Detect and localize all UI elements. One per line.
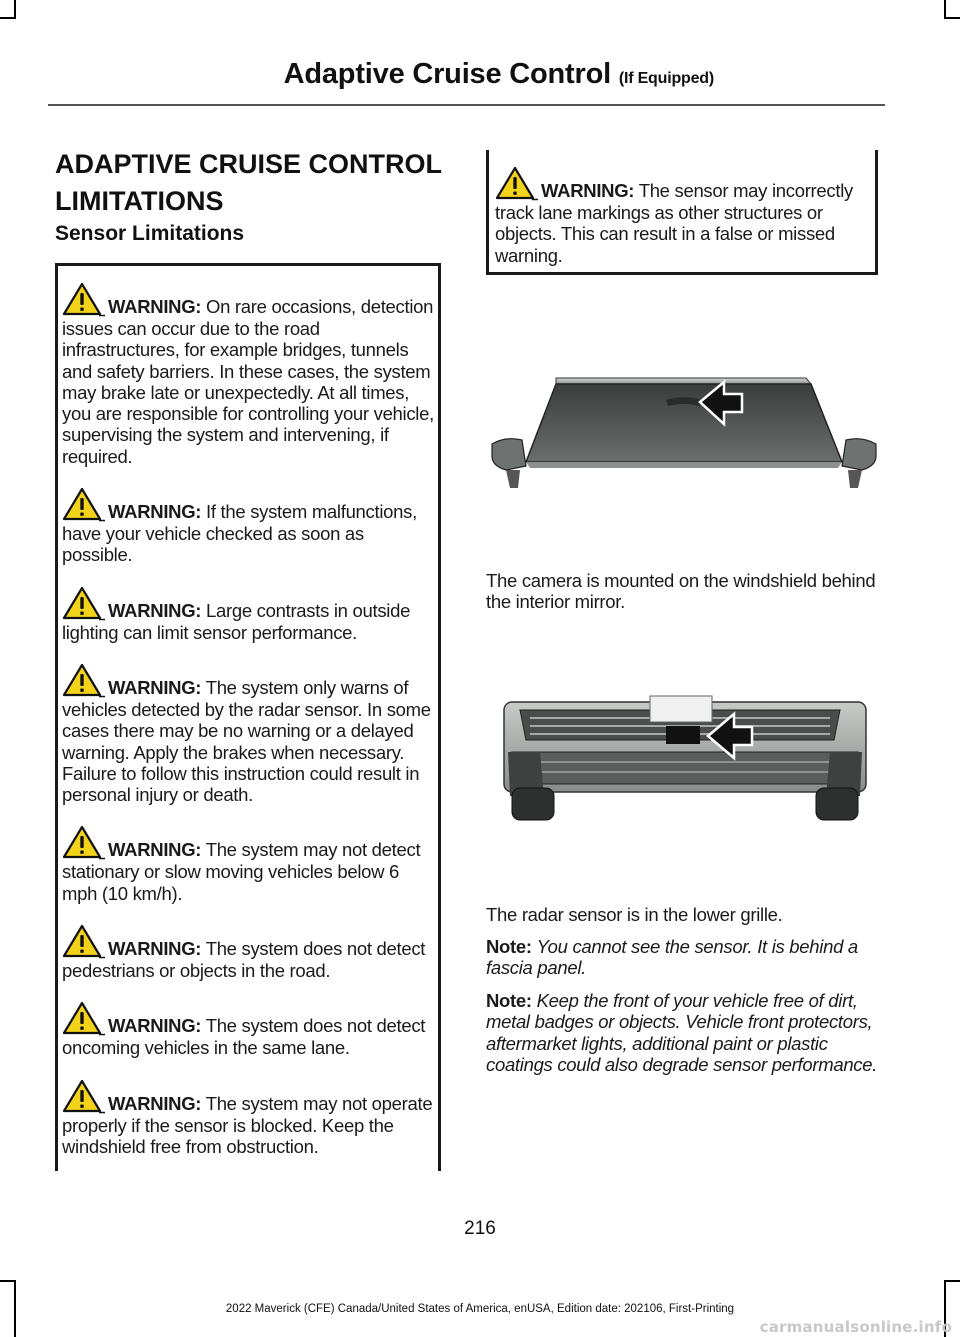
warning-label: WARNING: [108, 938, 202, 960]
warning-text: On rare occasions, detection issues can occur due to the road infrastructures, for example bridges, tunnels and safety barriers. In these cases, the system may brake late or unexpectedly. At all times, you are responsible for controlling your vehicle, supervising the system and intervening, if required. [62, 296, 434, 467]
crop-mark [944, 0, 946, 18]
warning-label: WARNING: [541, 180, 635, 201]
header-rule [48, 104, 885, 106]
warning-item [62, 1001, 438, 1058]
section-title: ADAPTIVE CRUISE CONTROL LIMITATIONS [55, 149, 442, 216]
subsection-title: Sensor Limitations [55, 222, 245, 245]
chapter-title-text: Adaptive Cruise Control [283, 58, 611, 90]
crop-mark [944, 17, 960, 19]
crop-mark [14, 0, 16, 18]
warning-text: Large contrasts in outside lighting can limit sensor performance. [62, 599, 411, 643]
warning-label: WARNING: [108, 599, 202, 621]
warning-triangle-icon [62, 586, 106, 622]
warning-label: WARNING: [108, 296, 202, 317]
warning-triangle-icon [62, 1079, 106, 1115]
chapter-title-suffix: (If Equipped) [618, 70, 714, 87]
warning-text: The sensor may incorrectly track lane markings as other structures or objects. This can result in a false or missed warning. [495, 180, 853, 266]
warning-item [62, 663, 438, 805]
footer-edition: 2022 Maverick (CFE) Canada/United States of America, enUSA, Edition date: 202106, First-Printing [225, 1303, 735, 1315]
warning-text: The system does not detect oncoming vehicles in the same lane. [62, 1015, 426, 1059]
warning-item [62, 282, 438, 467]
warning-text: The system may not detect stationary or slow moving vehicles below 6 mph (10 km/h). [62, 839, 421, 904]
warning-triangle-icon [62, 487, 106, 523]
note-text: You cannot see the sensor. It is behind a fascia panel. [486, 936, 858, 979]
warning-list [62, 282, 438, 1177]
note-label: Note: [486, 936, 532, 957]
warning-text: The system does not detect pedestrians or objects in the road. [62, 938, 426, 982]
camera-location-text: The camera is mounted on the windshield behind the interior mirror. [486, 570, 876, 613]
front-grille-radar-illustration [500, 692, 870, 824]
warning-triangle-icon [62, 663, 106, 699]
chapter-title [284, 58, 714, 91]
warning-triangle-icon [62, 825, 106, 861]
crop-mark [0, 17, 16, 19]
note-label: Note: [486, 990, 532, 1011]
warning-triangle-icon [62, 1001, 106, 1037]
warning-item [62, 487, 438, 566]
radar-location-text: The radar sensor is in the lower grille. [486, 904, 783, 925]
crop-mark [0, 1280, 16, 1282]
warning-right [495, 166, 873, 286]
warning-triangle-icon [495, 166, 539, 202]
note-item [486, 990, 882, 1075]
crop-mark [944, 1280, 960, 1282]
warning-text: The system only warns of vehicles detected by the radar sensor. In some cases there may be no warning or a delayed warning. Apply the brakes when necessary. Failure to follow this instruction could result in personal injury or death. [62, 676, 431, 806]
warning-label: WARNING: [108, 1092, 202, 1114]
warning-item [62, 825, 438, 904]
warning-text: The system may not operate properly if the sensor is blocked. Keep the windshield free from obstruction. [62, 1092, 433, 1157]
note-text: Keep the front of your vehicle free of dirt, metal badges or objects. Vehicle front protectors, aftermarket lights, additional paint or plastic coatings could also degrade sensor performance. [486, 990, 878, 1075]
warning-text: If the system malfunctions, have your vehicle checked as soon as possible. [62, 501, 417, 566]
page-number: 216 [464, 1218, 496, 1239]
warning-label: WARNING: [108, 676, 202, 698]
warning-item [62, 1079, 438, 1158]
note-item [486, 936, 882, 979]
warning-triangle-icon [62, 924, 106, 960]
warning-item [62, 924, 438, 981]
warning-item [495, 166, 873, 266]
warning-label: WARNING: [108, 501, 202, 523]
watermark: carmanualsonline.info [759, 1318, 952, 1336]
warning-label: WARNING: [108, 1015, 202, 1037]
warning-label: WARNING: [108, 839, 202, 861]
warning-triangle-icon [62, 282, 106, 318]
windshield-camera-illustration [486, 370, 882, 490]
warning-item [62, 586, 438, 643]
